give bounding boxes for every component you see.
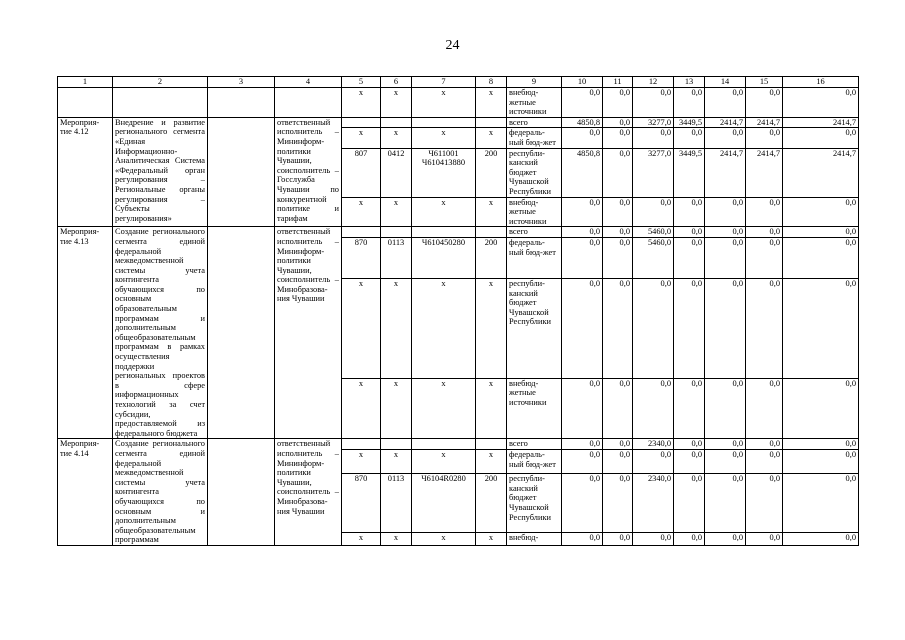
measure-name-cell: Внедрение и развитие регионального сегмента «Единая Информационно-Аналитическая Система «Федеральный орган регулирования – Региональные органы регулирования – Субъекты регулирования» <box>113 117 208 227</box>
value-cell: 3449,5 <box>674 148 705 197</box>
value-cell: 0,0 <box>705 197 746 227</box>
value-cell: 0,0 <box>562 378 603 439</box>
funding-source-cell: внебюд- <box>507 533 562 546</box>
target-article-cell: х <box>412 128 476 148</box>
page-number: 24 <box>445 38 460 53</box>
empty-cell <box>208 227 275 439</box>
value-cell: 0,0 <box>674 197 705 227</box>
target-article-cell <box>412 117 476 128</box>
value-cell: 0,0 <box>746 449 783 473</box>
grbs-cell: х <box>342 449 381 473</box>
value-cell: 2340,0 <box>633 439 674 450</box>
expense-type-cell: х <box>476 279 507 379</box>
grbs-cell: х <box>342 279 381 379</box>
column-header: 16 <box>783 77 859 88</box>
expense-type-cell: х <box>476 449 507 473</box>
value-cell: 0,0 <box>783 197 859 227</box>
column-header: 1 <box>58 77 113 88</box>
grbs-cell: 870 <box>342 474 381 533</box>
section-cell <box>381 227 412 238</box>
value-cell: 0,0 <box>746 279 783 379</box>
target-article-cell: Ч6104R0280 <box>412 474 476 533</box>
section-cell: х <box>381 197 412 227</box>
value-cell: 0,0 <box>674 237 705 278</box>
value-cell: 0,0 <box>674 88 705 118</box>
empty-cell <box>208 117 275 227</box>
value-cell: 0,0 <box>705 378 746 439</box>
value-cell: 0,0 <box>674 378 705 439</box>
expense-type-cell <box>476 117 507 128</box>
value-cell: 0,0 <box>746 237 783 278</box>
expense-type-cell: 200 <box>476 237 507 278</box>
column-header: 3 <box>208 77 275 88</box>
value-cell: 2414,7 <box>746 117 783 128</box>
value-cell: 0,0 <box>783 88 859 118</box>
value-cell: 0,0 <box>562 533 603 546</box>
section-cell: х <box>381 128 412 148</box>
value-cell: 0,0 <box>705 439 746 450</box>
grbs-cell <box>342 439 381 450</box>
value-cell: 0,0 <box>562 449 603 473</box>
funding-source-cell: всего <box>507 439 562 450</box>
value-cell: 0,0 <box>562 227 603 238</box>
value-cell: 4850,8 <box>562 117 603 128</box>
value-cell: 0,0 <box>783 227 859 238</box>
value-cell: 0,0 <box>562 439 603 450</box>
value-cell: 0,0 <box>746 128 783 148</box>
value-cell: 0,0 <box>674 439 705 450</box>
value-cell: 0,0 <box>603 88 633 118</box>
target-article-cell: Ч611001 Ч610413880 <box>412 148 476 197</box>
value-cell: 0,0 <box>562 197 603 227</box>
value-cell: 0,0 <box>746 439 783 450</box>
grbs-cell: х <box>342 128 381 148</box>
target-article-cell: х <box>412 88 476 118</box>
grbs-cell: 807 <box>342 148 381 197</box>
value-cell: 3449,5 <box>674 117 705 128</box>
value-cell: 2414,7 <box>783 148 859 197</box>
grbs-cell <box>342 117 381 128</box>
funding-source-cell: республи-канский бюджет Чувашской Республики <box>507 474 562 533</box>
grbs-cell: х <box>342 378 381 439</box>
value-cell: 0,0 <box>746 474 783 533</box>
grbs-cell: х <box>342 533 381 546</box>
funding-source-cell: внебюд-жетные источники <box>507 197 562 227</box>
target-article-cell: Ч610450280 <box>412 237 476 278</box>
measure-cell: Мероприя-тие 4.12 <box>58 117 113 227</box>
measure-cell <box>58 88 113 118</box>
column-header: 11 <box>603 77 633 88</box>
value-cell: 0,0 <box>562 279 603 379</box>
value-cell: 5460,0 <box>633 237 674 278</box>
column-header: 13 <box>674 77 705 88</box>
value-cell: 0,0 <box>705 88 746 118</box>
value-cell: 2414,7 <box>705 117 746 128</box>
expense-type-cell: х <box>476 378 507 439</box>
funding-source-cell: федераль-ный бюд-жет <box>507 449 562 473</box>
section-cell: х <box>381 449 412 473</box>
measure-name-cell: Создание регионального сегмента единой федеральной межведомственной системы учета контингента обучающихся по основным образовательным программам и дополнительным общеобразовательным программам в рамках осуществления поддержки региональных проектов в сфере информационных технологий за счет субсидии, предоставляемой из федерального бюджета <box>113 227 208 439</box>
measure-cell: Мероприя-тие 4.14 <box>58 439 113 546</box>
executor-cell: ответственный исполнитель – Мининформ-политики Чувашии, соисполнитель – Минобразова-ния Чувашии <box>275 227 342 439</box>
funding-source-cell: федераль-ный бюд-жет <box>507 128 562 148</box>
column-header: 6 <box>381 77 412 88</box>
measure-name-cell: Создание регионального сегмента единой федеральной межведомственной системы учета контингента обучающихся по основным и дополнительным общеобразовательным программам <box>113 439 208 546</box>
column-header: 2 <box>113 77 208 88</box>
value-cell: 0,0 <box>633 533 674 546</box>
expense-type-cell: х <box>476 128 507 148</box>
value-cell: 0,0 <box>746 227 783 238</box>
table-row <box>58 117 859 128</box>
section-cell: 0113 <box>381 474 412 533</box>
value-cell: 0,0 <box>746 533 783 546</box>
value-cell: 0,0 <box>633 197 674 227</box>
column-header: 9 <box>507 77 562 88</box>
value-cell: 0,0 <box>603 117 633 128</box>
expense-type-cell: х <box>476 88 507 118</box>
section-cell: х <box>381 88 412 118</box>
grbs-cell: х <box>342 88 381 118</box>
funding-source-cell: республи-канский бюджет Чувашской Республики <box>507 279 562 379</box>
value-cell: 0,0 <box>603 227 633 238</box>
section-cell: 0412 <box>381 148 412 197</box>
value-cell: 0,0 <box>783 237 859 278</box>
table-row <box>58 439 859 450</box>
value-cell: 0,0 <box>562 474 603 533</box>
value-cell: 4850,8 <box>562 148 603 197</box>
value-cell: 0,0 <box>603 197 633 227</box>
section-cell: 0113 <box>381 237 412 278</box>
value-cell: 0,0 <box>674 227 705 238</box>
funding-source-cell: внебюд-жетные источники <box>507 88 562 118</box>
value-cell: 2414,7 <box>746 148 783 197</box>
grbs-cell <box>342 227 381 238</box>
table-row <box>58 227 859 238</box>
value-cell: 0,0 <box>746 197 783 227</box>
expense-type-cell <box>476 439 507 450</box>
value-cell: 0,0 <box>705 237 746 278</box>
value-cell: 0,0 <box>633 449 674 473</box>
value-cell: 0,0 <box>746 88 783 118</box>
target-article-cell <box>412 227 476 238</box>
funding-source-cell: всего <box>507 117 562 128</box>
value-cell: 0,0 <box>705 449 746 473</box>
column-header: 14 <box>705 77 746 88</box>
value-cell: 0,0 <box>705 128 746 148</box>
value-cell: 0,0 <box>674 533 705 546</box>
funding-source-cell: федераль-ный бюд-жет <box>507 237 562 278</box>
target-article-cell <box>412 439 476 450</box>
column-header: 4 <box>275 77 342 88</box>
header-row <box>58 77 859 88</box>
target-article-cell: х <box>412 533 476 546</box>
executor-cell: ответственный исполнитель – Мининформ-политики Чувашии, соисполнитель – Госслужба Чувашии по конкурентной политике и тарифам <box>275 117 342 227</box>
column-header: 7 <box>412 77 476 88</box>
value-cell: 0,0 <box>705 533 746 546</box>
value-cell: 0,0 <box>562 88 603 118</box>
value-cell: 0,0 <box>633 88 674 118</box>
measure-cell: Мероприя-тие 4.13 <box>58 227 113 439</box>
value-cell: 0,0 <box>674 449 705 473</box>
target-article-cell: х <box>412 197 476 227</box>
column-header: 12 <box>633 77 674 88</box>
section-cell <box>381 117 412 128</box>
empty-cell <box>208 88 275 118</box>
value-cell: 2414,7 <box>705 148 746 197</box>
column-header: 8 <box>476 77 507 88</box>
executor-cell <box>275 88 342 118</box>
value-cell: 0,0 <box>603 237 633 278</box>
expense-type-cell: х <box>476 533 507 546</box>
value-cell: 0,0 <box>633 279 674 379</box>
column-header: 15 <box>746 77 783 88</box>
target-article-cell: х <box>412 449 476 473</box>
value-cell: 0,0 <box>633 378 674 439</box>
value-cell: 0,0 <box>674 474 705 533</box>
value-cell: 0,0 <box>783 533 859 546</box>
section-cell: х <box>381 378 412 439</box>
value-cell: 0,0 <box>705 227 746 238</box>
value-cell: 0,0 <box>783 449 859 473</box>
section-cell <box>381 439 412 450</box>
funding-source-cell: республи-канский бюджет Чувашской Республики <box>507 148 562 197</box>
value-cell: 0,0 <box>603 378 633 439</box>
value-cell: 0,0 <box>783 378 859 439</box>
value-cell: 0,0 <box>783 474 859 533</box>
expense-type-cell: 200 <box>476 148 507 197</box>
value-cell: 0,0 <box>705 474 746 533</box>
value-cell: 5460,0 <box>633 227 674 238</box>
measure-name-cell <box>113 88 208 118</box>
value-cell: 0,0 <box>705 279 746 379</box>
value-cell: 0,0 <box>674 279 705 379</box>
empty-cell <box>208 439 275 546</box>
value-cell: 0,0 <box>562 128 603 148</box>
value-cell: 0,0 <box>746 378 783 439</box>
value-cell: 0,0 <box>603 148 633 197</box>
value-cell: 0,0 <box>603 533 633 546</box>
target-article-cell: х <box>412 279 476 379</box>
value-cell: 0,0 <box>603 128 633 148</box>
section-cell: х <box>381 533 412 546</box>
grbs-cell: 870 <box>342 237 381 278</box>
value-cell: 0,0 <box>783 279 859 379</box>
value-cell: 0,0 <box>562 237 603 278</box>
section-cell: х <box>381 279 412 379</box>
executor-cell: ответственный исполнитель – Мининформ-политики Чувашии, соисполнитель – Минобразова-ния Чувашии <box>275 439 342 546</box>
value-cell: 2340,0 <box>633 474 674 533</box>
value-cell: 2414,7 <box>783 117 859 128</box>
budget-table <box>57 76 859 546</box>
value-cell: 3277,0 <box>633 117 674 128</box>
funding-source-cell: всего <box>507 227 562 238</box>
value-cell: 0,0 <box>783 128 859 148</box>
value-cell: 0,0 <box>603 449 633 473</box>
column-header: 5 <box>342 77 381 88</box>
expense-type-cell <box>476 227 507 238</box>
value-cell: 0,0 <box>603 279 633 379</box>
table-row <box>58 88 859 118</box>
grbs-cell: х <box>342 197 381 227</box>
value-cell: 0,0 <box>603 439 633 450</box>
column-header: 10 <box>562 77 603 88</box>
expense-type-cell: 200 <box>476 474 507 533</box>
value-cell: 3277,0 <box>633 148 674 197</box>
expense-type-cell: х <box>476 197 507 227</box>
value-cell: 0,0 <box>633 128 674 148</box>
funding-source-cell: внебюд-жетные источники <box>507 378 562 439</box>
value-cell: 0,0 <box>674 128 705 148</box>
value-cell: 0,0 <box>783 439 859 450</box>
value-cell: 0,0 <box>603 474 633 533</box>
target-article-cell: х <box>412 378 476 439</box>
